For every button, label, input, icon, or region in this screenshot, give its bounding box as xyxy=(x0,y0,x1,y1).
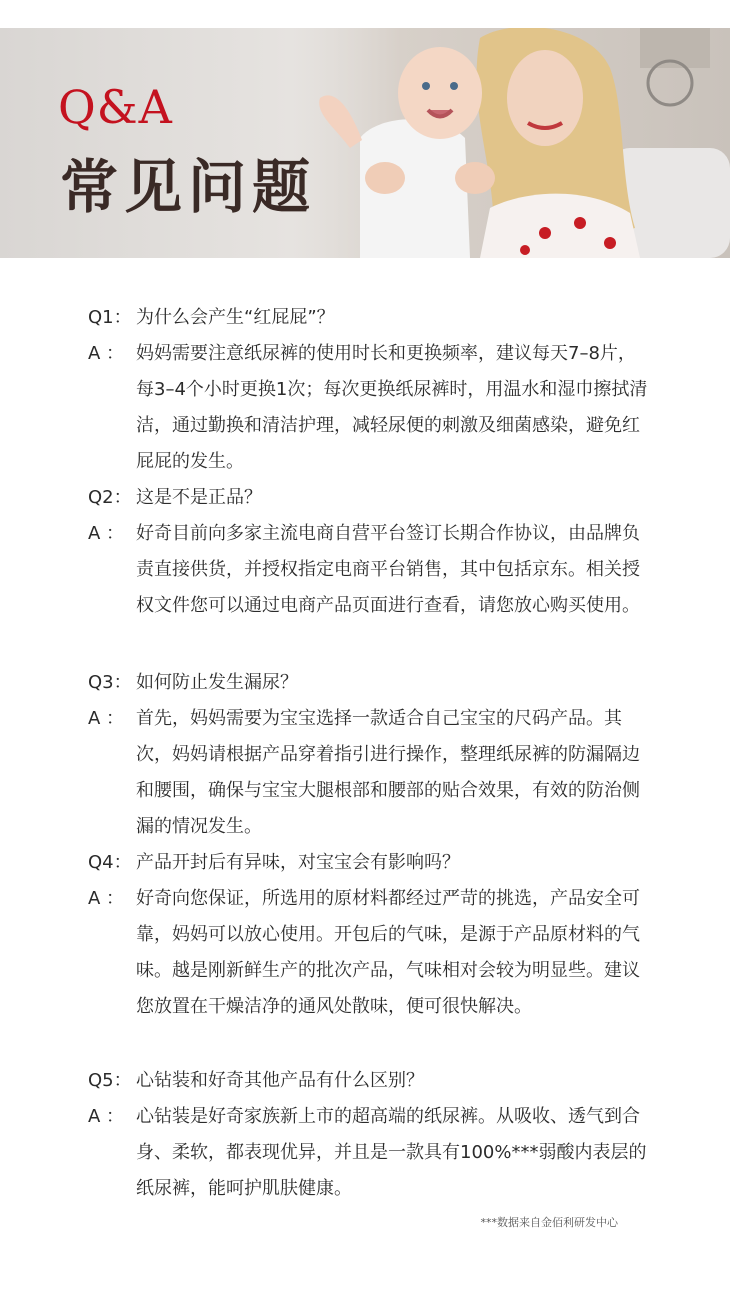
hero-banner xyxy=(0,28,730,258)
answer-text: 好奇目前向多家主流电商自营平台签订长期合作协议，由品牌负责直接供货，并授权指定电商平台销售，其中包括京东。相关授权文件您可以通过电商产品页面进行查看，请您放心购买使用。 xyxy=(136,523,640,616)
question-text: 这是不是正品？ xyxy=(136,487,262,508)
question-row xyxy=(88,665,648,701)
question-text: 如何防止发生漏尿？ xyxy=(136,672,298,693)
answer-text: 心钻装是好奇家族新上市的超高端的纸尿裤。从吸收、透气到合身、柔软，都表现优异，并且是一款具有100%***弱酸内表层的纸尿裤，能呵护肌肤健康。 xyxy=(136,1106,647,1199)
answer-row xyxy=(88,1099,648,1207)
answer-row xyxy=(88,701,648,845)
question-row xyxy=(88,300,648,336)
qa-label: Q&A xyxy=(58,80,173,134)
answer-tag: A ： xyxy=(88,888,125,909)
faq-item-3 xyxy=(88,665,648,845)
answer-tag: A ： xyxy=(88,523,125,544)
question-tag: Q4： xyxy=(88,852,132,873)
question-row xyxy=(88,845,648,881)
answer-row xyxy=(88,881,648,1025)
mother-baby-photo xyxy=(290,28,730,258)
answer-tag: A ： xyxy=(88,343,125,364)
question-tag: Q2： xyxy=(88,487,132,508)
question-tag: Q1： xyxy=(88,307,132,328)
answer-tag: A ： xyxy=(88,1106,125,1127)
answer-text: 首先，妈妈需要为宝宝选择一款适合自己宝宝的尺码产品。其次，妈妈请根据产品穿着指引进行操作，整理纸尿裤的防漏隔边和腰围，确保与宝宝大腿根部和腰部的贴合效果，有效的防治侧漏的情况发生。 xyxy=(136,708,640,837)
question-row xyxy=(88,1063,648,1099)
footnote: ***数据来自金佰利研发中心 xyxy=(480,1216,618,1229)
question-text: 产品开封后有异味，对宝宝会有影响吗？ xyxy=(136,852,460,873)
answer-tag: A ： xyxy=(88,708,125,729)
faq-item-4 xyxy=(88,845,648,1025)
answer-row xyxy=(88,336,648,480)
question-text: 心钻装和好奇其他产品有什么区别？ xyxy=(136,1070,424,1091)
faq-item-1 xyxy=(88,300,648,480)
faq-item-5 xyxy=(88,1063,648,1207)
answer-row xyxy=(88,516,648,624)
page-title: 常见问题 xyxy=(60,153,317,221)
question-text: 为什么会产生“红屁屁”？ xyxy=(136,307,335,328)
answer-text: 妈妈需要注意纸尿裤的使用时长和更换频率，建议每天7–8片，每3–4个小时更换1次；每次更换纸尿裤时，用温水和湿巾擦拭清洁，通过勤换和清洁护理，减轻尿便的刺激及细菌感染，避免红屁屁的发生。 xyxy=(136,343,648,472)
question-row xyxy=(88,480,648,516)
faq-item-2 xyxy=(88,480,648,624)
question-tag: Q3： xyxy=(88,672,132,693)
answer-text: 好奇向您保证，所选用的原材料都经过严苛的挑选，产品安全可靠，妈妈可以放心使用。开包后的气味，是源于产品原材料的气味。越是刚新鲜生产的批次产品，气味相对会较为明显些。建议您放置在干燥洁净的通风处散味，便可很快解决。 xyxy=(136,888,640,1017)
question-tag: Q5： xyxy=(88,1070,132,1091)
